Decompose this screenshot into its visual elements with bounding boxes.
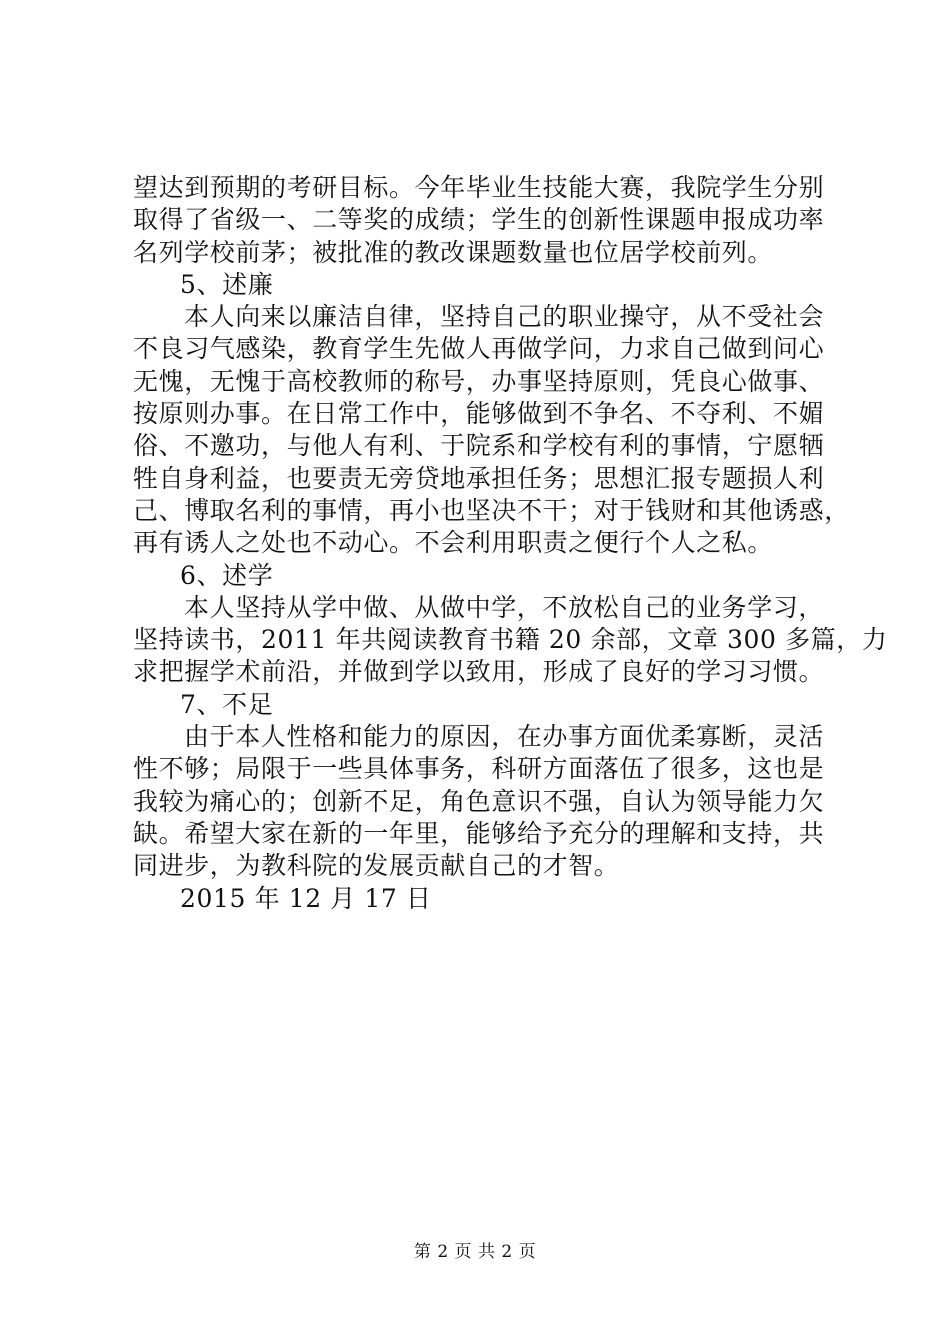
text-line: 再有诱人之处也不动心。不会利用职责之便行个人之私。 [133,528,774,558]
text-line: 同进步，为教科院的发展贡献自己的才智。 [133,851,620,881]
text-line: 不良习气感染，教育学生先做人再做学问，力求自己做到问心 [133,334,825,364]
text-line: 无愧，无愧于高校教师的称号，办事坚持原则，凭良心做事、 [133,366,825,396]
text-line: 本人坚持从学中做、从做中学，不放松自己的业务学习， [184,592,825,622]
text-line: 名列学校前茅；被批准的教改课题数量也位居学校前列。 [133,237,774,267]
section-heading: 6、述学 [180,560,274,590]
text-line: 由于本人性格和能力的原因，在办事方面优柔寡断，灵活 [184,722,825,752]
document-body [133,172,888,915]
text-line: 按原则办事。在日常工作中，能够做到不争名、不夺利、不媚 [133,399,825,429]
text-line: 取得了省级一、二等奖的成绩；学生的创新性课题申报成功率 [133,205,825,235]
text-line: 性不够；局限于一些具体事务，科研方面落伍了很多，这也是 [133,754,825,784]
text-line: 本人向来以廉洁自律，坚持自己的职业操守，从不受社会 [184,302,825,332]
page-footer: 第 2 页 共 2 页 [413,1242,537,1262]
text-line: 坚持读书，2011 年共阅读教育书籍 20 余部，文章 300 多篇，力 [133,625,888,655]
document-date: 2015 年 12 月 17 日 [180,883,432,913]
text-line: 牲自身利益，也要责无旁贷地承担任务；思想汇报专题损人利 [133,463,825,493]
text-line: 己、博取名利的事情，再小也坚决不干；对于钱财和其他诱惑， [133,495,850,525]
text-line: 我较为痛心的；创新不足，角色意识不强，自认为领导能力欠 [133,786,825,816]
section-heading: 5、述廉 [180,269,274,299]
text-line: 望达到预期的考研目标。今年毕业生技能大赛，我院学生分别 [133,173,825,202]
text-line: 缺。希望大家在新的一年里，能够给予充分的理解和支持，共 [133,818,825,848]
section-heading: 7、不足 [180,689,274,719]
text-line: 俗、不邀功，与他人有利、于院系和学校有利的事情，宁愿牺 [133,431,825,461]
text-line: 求把握学术前沿，并做到学以致用，形成了良好的学习习惯。 [133,657,825,687]
